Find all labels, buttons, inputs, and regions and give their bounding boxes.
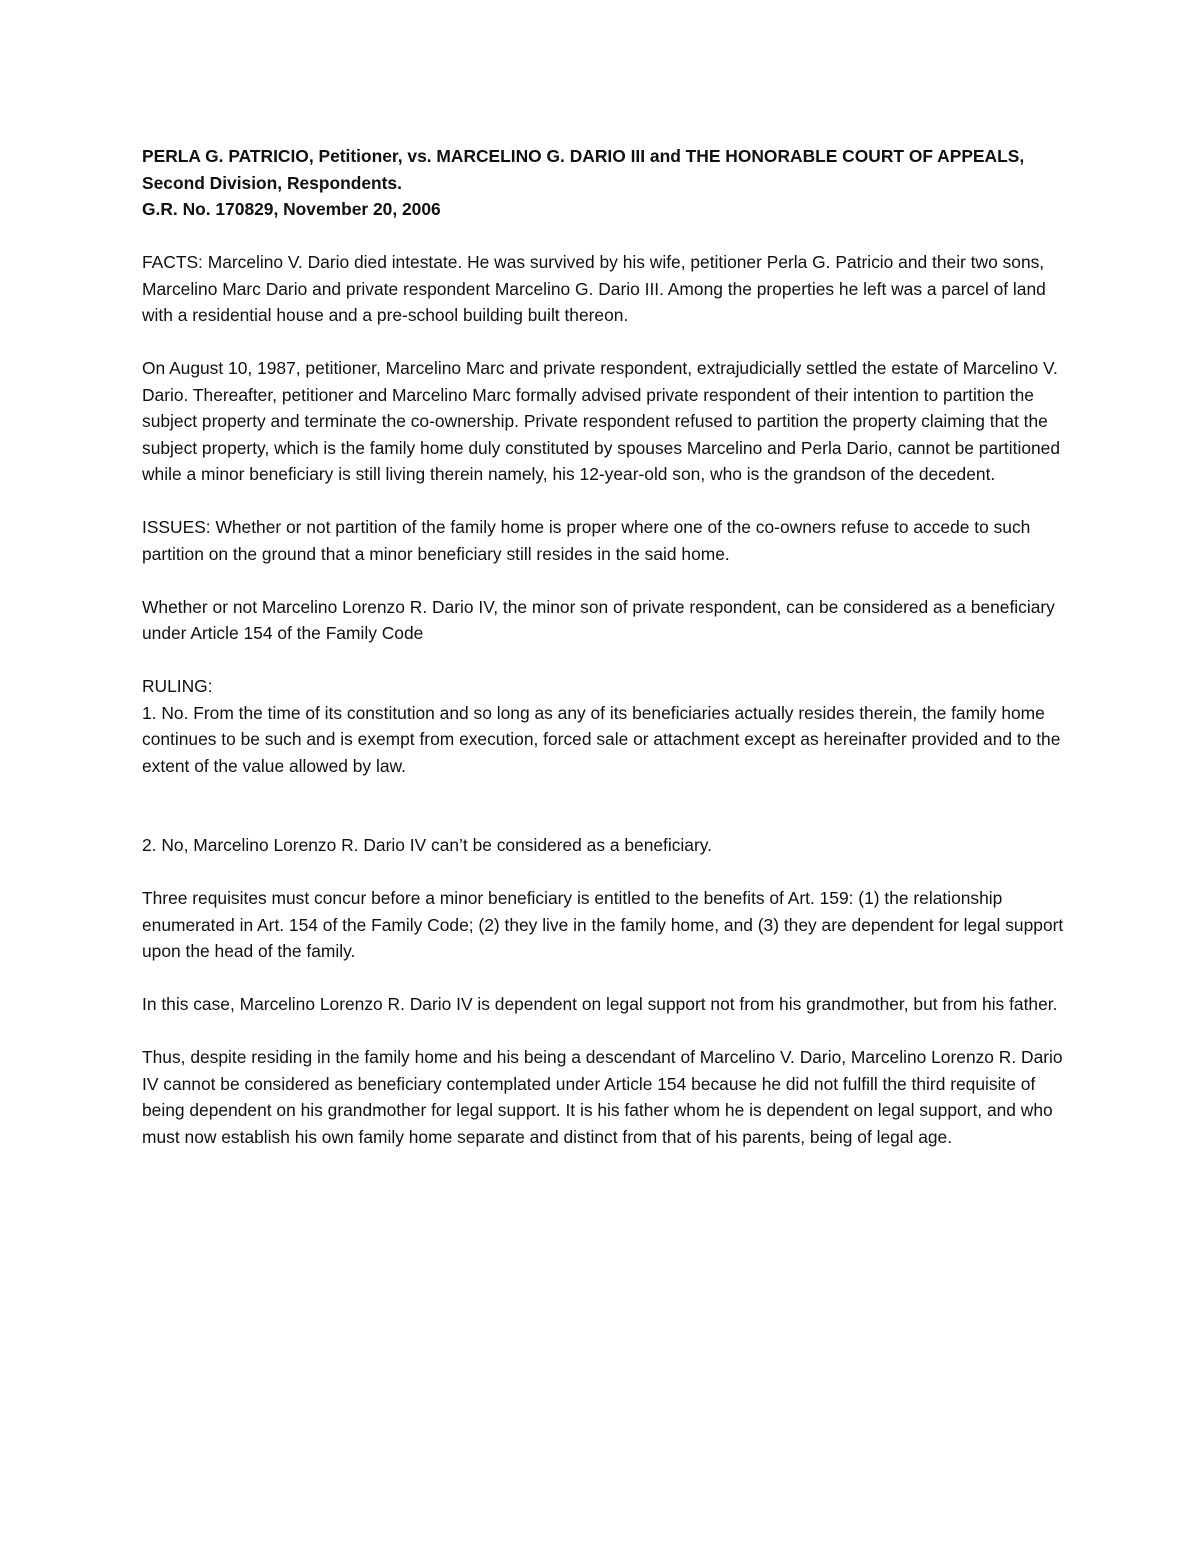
spacer <box>142 647 1067 674</box>
this-case-paragraph: In this case, Marcelino Lorenzo R. Dario IV is dependent on legal support not from his grandmother, but from his father. <box>142 994 1058 1014</box>
spacer <box>142 779 1067 832</box>
facts-paragraph-2: On August 10, 1987, petitioner, Marcelino Marc and private respondent, extrajudicially settled the estate of Marcelino V. Dario. Thereafter, petitioner and Marcelino Marc formally advised private respondent of their intention to partition the subject property and terminate the co-ownership. Private respondent refused to partition the property claiming that the subject property, which is the family home duly constituted by spouses Marcelino and Perla Dario, cannot be partitioned while a minor beneficiary is still living therein namely, his 12-year-old son, who is the grandson of the decedent. <box>142 358 1061 484</box>
conclusion-paragraph: Thus, despite residing in the family home and his being a descendant of Marcelino V. Dario, Marcelino Lorenzo R. Dario IV cannot be considered as beneficiary contemplated under Article 154 because he did not fulfill the third requisite of being dependent on his grandmother for legal support. It is his father whom he is dependent on legal support, and who must now establish his own family home separate and distinct from that of his parents, being of legal age. <box>142 1047 1063 1147</box>
spacer <box>142 965 1067 992</box>
ruling-paragraph-2: 2. No, Marcelino Lorenzo R. Dario IV can’t be considered as a beneficiary. <box>142 835 712 855</box>
requisites-paragraph: Three requisites must concur before a minor beneficiary is entitled to the benefits of Art. 159: (1) the relationship enumerated in Art. 154 of the Family Code; (2) they live in the family home, and (3) they are dependent for legal support upon the head of the family. <box>142 888 1064 961</box>
spacer <box>142 329 1067 356</box>
case-title-line-1: PERLA G. PATRICIO, Petitioner, vs. MARCELINO G. DARIO III and THE HONORABLE COURT OF APPEALS, <box>142 146 1025 166</box>
facts-paragraph: FACTS: Marcelino V. Dario died intestate. He was survived by his wife, petitioner Perla G. Patricio and their two sons, Marcelino Marc Dario and private respondent Marcelino G. Dario III. Among the properties he left was a parcel of land with a residential house and a pre-school building built thereon. <box>142 252 1046 325</box>
spacer <box>142 223 1067 250</box>
case-citation: G.R. No. 170829, November 20, 2006 <box>142 199 441 219</box>
spacer <box>142 1018 1067 1045</box>
spacer <box>142 488 1067 515</box>
issue-paragraph-1: ISSUES: Whether or not partition of the family home is proper where one of the co-owners refuse to accede to such partition on the ground that a minor beneficiary still resides in the said home. <box>142 517 1031 564</box>
case-title-line-2: Second Division, Respondents. <box>142 172 402 193</box>
spacer <box>142 859 1067 886</box>
case-heading <box>142 143 1067 223</box>
ruling-label: RULING: <box>142 676 213 696</box>
issue-paragraph-2: Whether or not Marcelino Lorenzo R. Dario IV, the minor son of private respondent, can be considered as a beneficiary under Article 154 of the Family Code <box>142 596 1055 643</box>
ruling-paragraph-1: 1. No. From the time of its constitution and so long as any of its beneficiaries actually resides therein, the family home continues to be such and is exempt from execution, forced sale or attachment except as hereinafter provided and to the extent of the value allowed by law. <box>142 702 1061 776</box>
spacer <box>142 567 1067 594</box>
document-body <box>142 143 1067 1150</box>
